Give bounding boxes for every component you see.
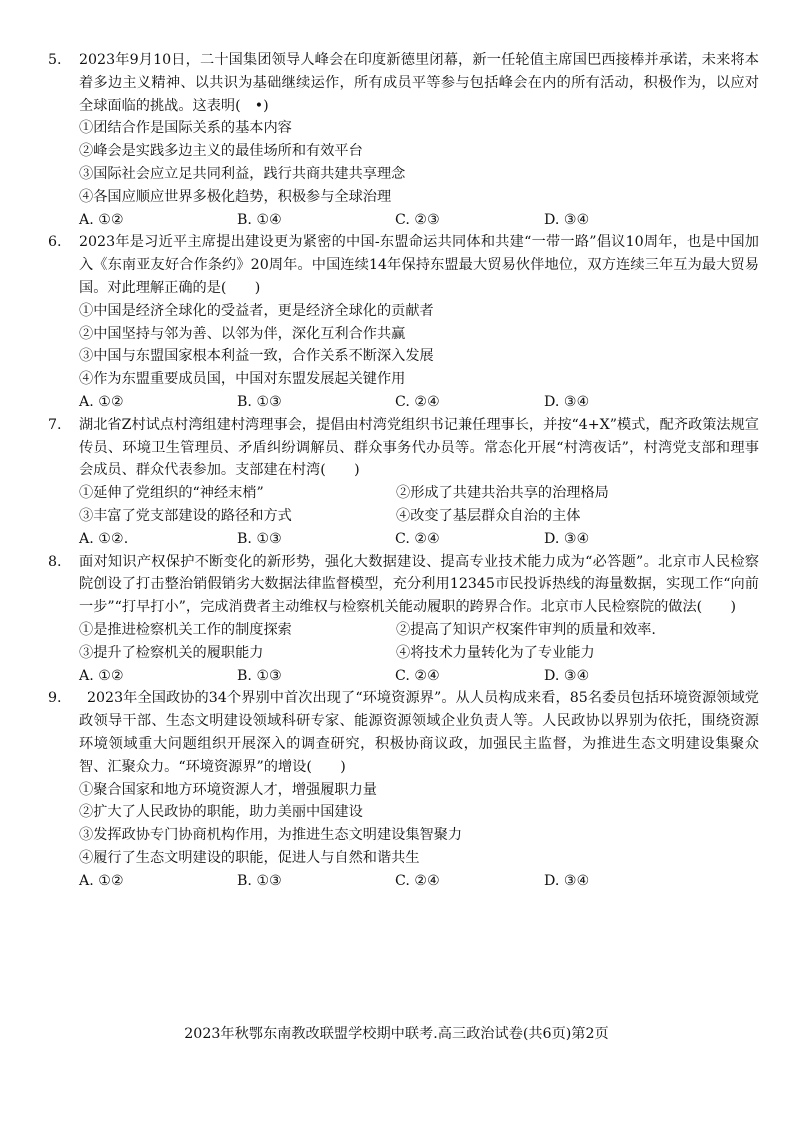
option: ②扩大了人民政协的职能，助力美丽中国建设 (79, 804, 363, 821)
option: ①延伸了党组织的“神经末梢” (79, 485, 264, 502)
option-row (79, 642, 759, 665)
question-stem: 2023年9月10日，二十国集团领导人峰会在印度新德里闭幕，新一任轮值主席国巴西接棒并承诺，未来将本着多边主义精神、以共识为基础继续运作，所有成员平等参与包括峰会在内的所有活动，积极作为，以应对全球面临的挑战。这表明( •) (79, 52, 759, 114)
option: ③丰富了党支部建设的路径和方式 (79, 507, 292, 524)
answer-choices (79, 870, 759, 893)
option: ②提高了知识产权案件审判的质量和效率. (396, 621, 656, 638)
option-row (79, 505, 759, 528)
option: ④各国应顺应世界多极化趋势，积极参与全球治理 (79, 188, 392, 205)
answer-b: B. ①③ (237, 530, 282, 547)
option: ④改变了基层群众自治的主体 (396, 507, 581, 524)
answer-choices (79, 528, 759, 551)
question-number: 6. (48, 234, 62, 251)
question-9 (0, 687, 793, 892)
question-6 (0, 231, 793, 413)
answer-c: C. ②④ (395, 667, 440, 684)
answer-a: A. ①② (79, 211, 124, 228)
answer-d: D. ③④ (544, 872, 590, 889)
answer-a: A. ①②. (79, 530, 129, 547)
option: ③中国与东盟国家根本利益一致，合作关系不断深入发展 (79, 348, 434, 365)
answer-a: A. ①② (79, 393, 124, 410)
question-number: 9. (48, 690, 62, 707)
question-stem: 湖北省Z村试点村湾组建村湾理事会，提倡由村湾党组织书记兼任理事长，并按“4+X”模式，配齐政策法规宣传员、环境卫生管理员、矛盾纠纷调解员、群众事务代办员等。常态化开展“村湾夜话”，村湾党支部和理事会成员、群众代表参加。支部建在村湾( ) (79, 416, 759, 479)
page-footer: 2023年秋鄂东南教改联盟学校期中联考.高三政治试卷(共6页)第2页 (184, 1026, 609, 1042)
option-row (79, 619, 759, 642)
option: ④作为东盟重要成员国，中国对东盟发展起关键作用 (79, 371, 406, 388)
option: ③发挥政协专门协商机构作用，为推进生态文明建设集智聚力 (79, 827, 463, 844)
option: ②形成了共建共治共享的治理格局 (396, 485, 609, 502)
question-number: 5. (48, 52, 62, 68)
option: ④将技术力量转化为了专业能力 (396, 644, 595, 661)
option: ①团结合作是国际关系的基本内容 (79, 120, 292, 137)
option: ③国际社会应立足共同利益，践行共商共建共享理念 (79, 165, 406, 182)
answer-d: D. ③④ (544, 667, 590, 684)
option: ①是推进检察机关工作的制度探索 (79, 621, 292, 638)
answer-b: B. ①③ (237, 393, 282, 410)
option: ③提升了检察机关的履职能力 (79, 644, 264, 661)
answer-c: C. ②④ (395, 393, 440, 410)
answer-d: D. ③④ (544, 393, 590, 410)
answer-c: C. ②④ (395, 872, 440, 889)
answer-b: B. ①④ (237, 211, 282, 228)
question-8 (0, 551, 793, 688)
answer-b: B. ①③ (237, 872, 282, 889)
option: ④履行了生态文明建设的职能，促进人与自然和谐共生 (79, 849, 420, 866)
answer-choices (79, 391, 759, 414)
option: ①中国是经济全球化的受益者，更是经济全球化的贡献者 (79, 302, 434, 319)
answer-a: A. ①② (79, 872, 124, 889)
question-stem: 2023年全国政协的34个界别中首次出现了“环境资源界”。从人员构成来看，85名委员包括环境资源领域党政领导干部、生态文明建设领域科研专家、能源资源领域企业负责人等。人民政协以界别为依托，围绕资源环境领域重大问题组织开展深入的调查研究，积极协商议政，加强民主监督，为推进生态文明建设集聚众智、汇聚众力。“环境资源界”的增设( ) (79, 690, 759, 775)
question-stem: 面对知识产权保护不断变化的新形势，强化大数据建设、提高专业技术能力成为“必答题”。北京市人民检察院创设了打击整治销假销劣大数据法律监督模型，充分利用12345市民投诉热线的海量数据，实现工作“向前一步”“打早打小”，完成消费者主动维权与检察机关能动履职的跨界合作。北京市人民检察院的做法( ) (79, 553, 759, 616)
answer-c: C. ②③ (395, 211, 440, 228)
question-7 (0, 414, 793, 551)
question-number: 8. (48, 553, 62, 570)
answer-d: D. ③④ (544, 211, 590, 228)
option-row (79, 482, 759, 505)
answer-a: A. ①② (79, 667, 124, 684)
answer-choices (79, 209, 759, 232)
question-stem: 2023年是习近平主席提出建设更为紧密的中国-东盟命运共同体和共建“一带一路”倡议10周年，也是中国加入《东南亚友好合作条约》20周年。中国连续14年保持东盟最大贸易伙伴地位，双方连续三年互为最大贸易国。对此理解正确的是( ) (79, 234, 759, 296)
option: ②中国坚持与邻为善、以邻为伴，深化互利合作共赢 (79, 325, 406, 342)
answer-d: D. ③④ (544, 530, 590, 547)
question-number: 7. (48, 416, 62, 433)
option: ①聚合国家和地方环境资源人才，增强履职力量 (79, 781, 377, 798)
answer-b: B. ①③ (237, 667, 282, 684)
answer-choices (79, 665, 759, 688)
exam-page (0, 49, 793, 892)
question-5 (0, 49, 793, 231)
answer-c: C. ②④ (395, 530, 440, 547)
option: ②峰会是实践多边主义的最佳场所和有效平台 (79, 143, 363, 160)
